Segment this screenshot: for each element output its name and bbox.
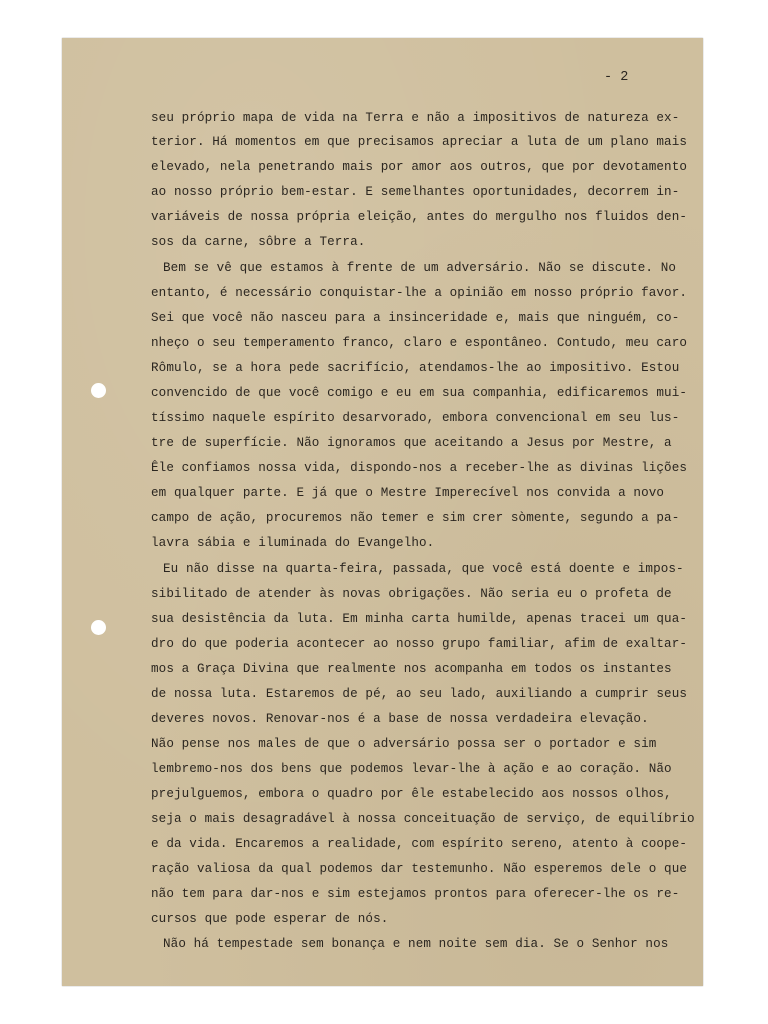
text-line: Não pense nos males de que o adversário possa ser o portador e sim (151, 737, 657, 751)
page-number: - 2 (604, 70, 629, 85)
text-line: deveres novos. Renovar-nos é a base de nossa verdadeira elevação. (151, 712, 649, 726)
text-line: sibilitado de atender às novas obrigações. Não seria eu o profeta de (151, 587, 672, 601)
text-line: em qualquer parte. E já que o Mestre Imperecível nos convida a novo (151, 486, 665, 500)
text-line: dro do que poderia acontecer ao nosso grupo familiar, afim de exaltar- (151, 637, 688, 651)
text-line: ração valiosa da qual podemos dar testemunho. Não esperemos dele o que (151, 862, 688, 876)
text-line: Êle confiamos nossa vida, dispondo-nos a receber-lhe as divinas lições (151, 461, 688, 475)
text-line: Não há tempestade sem bonança e nem noite sem dia. Se o Senhor nos (163, 937, 669, 951)
text-line: seu próprio mapa de vida na Terra e não a impositivos de natureza ex- (151, 111, 680, 125)
binder-hole-upper (91, 383, 106, 398)
text-line: nheço o seu temperamento franco, claro e espontâneo. Contudo, meu caro (151, 336, 688, 350)
text-line: Rômulo, se a hora pede sacrifício, atendamos-lhe ao impositivo. Estou (151, 361, 680, 375)
text-line: sos da carne, sôbre a Terra. (151, 235, 366, 249)
text-line: Eu não disse na quarta-feira, passada, que você está doente e impos- (163, 562, 684, 576)
text-line: e da vida. Encaremos a realidade, com espírito sereno, atento à coope- (151, 837, 688, 851)
text-line: lavra sábia e iluminada do Evangelho. (151, 536, 435, 550)
text-line: cursos que pode esperar de nós. (151, 912, 389, 926)
text-line: de nossa luta. Estaremos de pé, ao seu lado, auxiliando a cumprir seus (151, 687, 688, 701)
text-line: prejulguemos, embora o quadro por êle estabelecido aos nossos olhos, (151, 787, 672, 801)
text-line: seja o mais desagradável à nossa conceituação de serviço, de equilíbrio (151, 812, 695, 826)
text-line: Sei que você não nasceu para a insinceridade e, mais que ninguém, co- (151, 311, 680, 325)
text-line: sua desistência da luta. Em minha carta humilde, apenas tracei um qua- (151, 612, 688, 626)
text-line: tíssimo naquele espírito desarvorado, embora convencional em seu lus- (151, 411, 680, 425)
text-line: ao nosso próprio bem-estar. E semelhantes oportunidades, decorrem in- (151, 185, 680, 199)
text-line: Bem se vê que estamos à frente de um adversário. Não se discute. No (163, 261, 677, 275)
binder-hole-lower (91, 620, 106, 635)
text-line: tre de superfície. Não ignoramos que aceitando a Jesus por Mestre, a (151, 436, 672, 450)
text-line: campo de ação, procuremos não temer e sim crer sòmente, segundo a pa- (151, 511, 680, 525)
text-line: terior. Há momentos em que precisamos apreciar a luta de um plano mais (151, 135, 688, 149)
text-line: não tem para dar-nos e sim estejamos prontos para oferecer-lhe os re- (151, 887, 680, 901)
text-line: elevado, nela penetrando mais por amor aos outros, que por devotamento (151, 160, 688, 174)
text-line: entanto, é necessário conquistar-lhe a opinião em nosso próprio favor. (151, 286, 688, 300)
text-line: lembremo-nos dos bens que podemos levar-lhe à ação e ao coração. Não (151, 762, 672, 776)
text-line: convencido de que você comigo e eu em sua companhia, edificaremos mui- (151, 386, 688, 400)
text-line: variáveis de nossa própria eleição, antes do mergulho nos fluidos den- (151, 210, 688, 224)
text-line: mos a Graça Divina que realmente nos acompanha em todos os instantes (151, 662, 672, 676)
